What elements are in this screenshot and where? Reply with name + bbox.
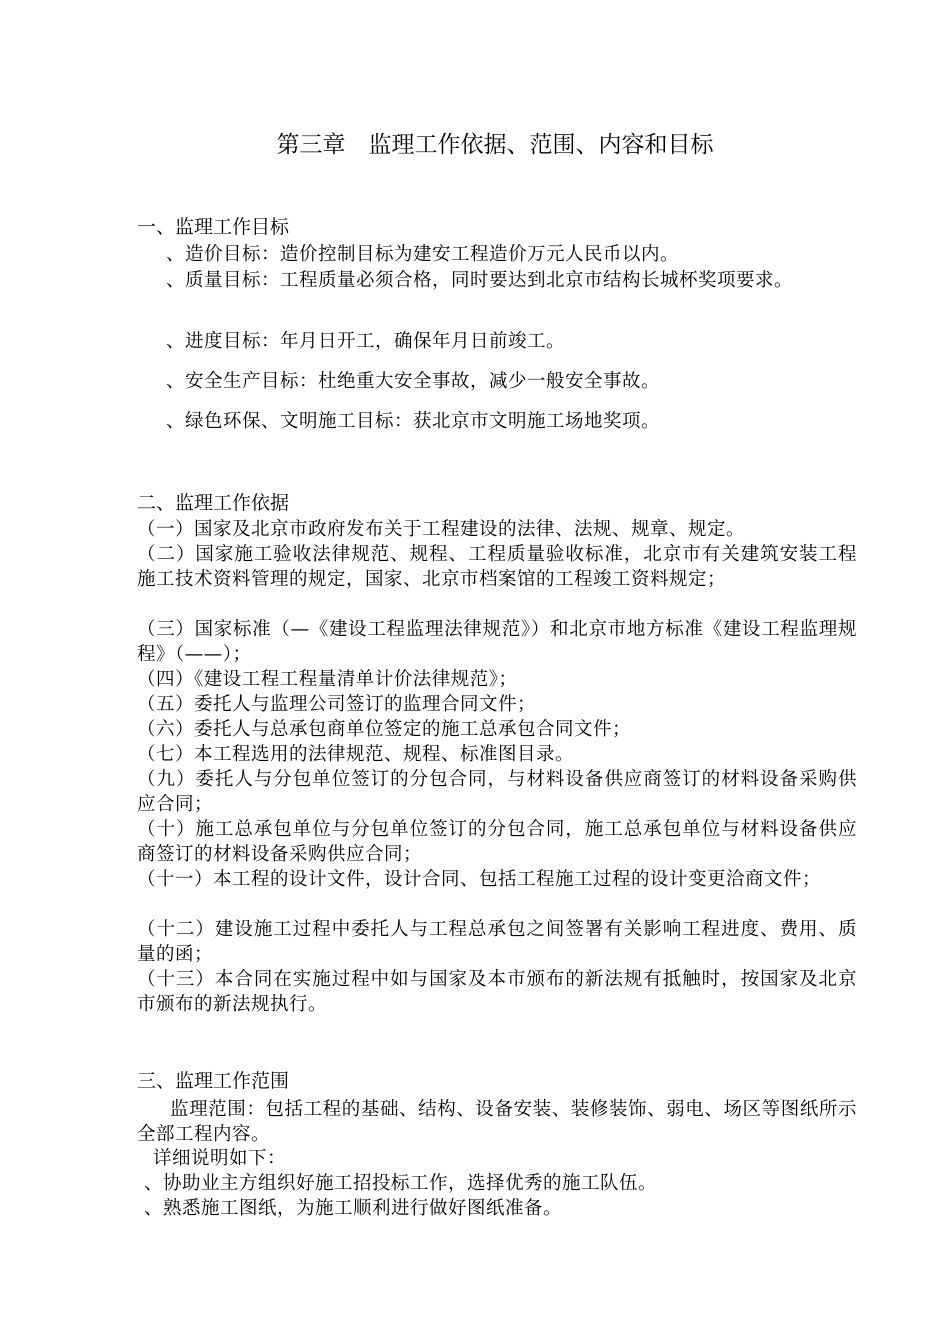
section-heading-goals: 一、监理工作目标	[137, 216, 290, 238]
scope-item-2: 、熟悉施工图纸，为施工顺利进行做好图纸准备。	[144, 1198, 563, 1219]
basis-item-2: （二）国家施工验收法律规范、规程、工程质量验收标准，北京市有关建筑安装工程施工技术资料管理的规定，国家、北京市档案馆的工程竣工资料规定；	[137, 544, 857, 590]
section-heading-scope: 三、监理工作范围	[137, 1070, 290, 1092]
goal-item-schedule: 、进度目标：年月日开工，确保年月日前竣工。	[166, 331, 566, 352]
goal-item-safety: 、安全生产目标：杜绝重大安全事故，减少一般安全事故。	[166, 371, 661, 392]
basis-item-6: （六）委托人与总承包商单位签定的施工总承包合同文件；	[137, 719, 632, 740]
basis-item-7: （七）本工程选用的法律规范、规程、标准图目录。	[137, 744, 575, 765]
basis-item-3: （三）国家标准（—《建设工程监理法律规范》）和北京市地方标准《建设工程监理规程》（——）；	[137, 619, 857, 665]
basis-item-12: （十二）建设施工过程中委托人与工程总承包之间签署有关影响工程进度、费用、质量的函；	[137, 919, 857, 965]
section-heading-basis: 二、监理工作依据	[137, 492, 290, 514]
basis-item-1: （一）国家及北京市政府发布关于工程建设的法律、法规、规章、规定。	[137, 519, 746, 540]
basis-item-9: （九）委托人与分包单位签订的分包合同，与材料设备供应商签订的材料设备采购供应合同；	[137, 769, 857, 815]
scope-item-1: 、协助业主方组织好施工招投标工作，选择优秀的施工队伍。	[144, 1173, 658, 1194]
basis-item-5: （五）委托人与监理公司签订的监理合同文件；	[137, 694, 537, 715]
chapter-title: 第三章 监理工作依据、范围、内容和目标	[276, 132, 714, 158]
basis-item-4: （四）《建设工程工程量清单计价法律规范》；	[137, 669, 518, 690]
goal-item-quality: 、质量目标：工程质量必须合格，同时要达到北京市结构长城杯奖项要求。	[166, 270, 794, 291]
basis-item-10: （十）施工总承包单位与分包单位签订的分包合同，施工总承包单位与材料设备供应商签订的材料设备采购供应合同；	[137, 819, 857, 865]
basis-item-11: （十一）本工程的设计文件，设计合同、包括工程施工过程的设计变更洽商文件；	[137, 869, 822, 890]
goal-item-cost: 、造价目标：造价控制目标为建安工程造价万元人民币以内。	[166, 244, 680, 265]
scope-text: 监理范围：包括工程的基础、结构、设备安装、装修装饰、弱电、场区等图纸所示全部工程内容。	[137, 1099, 857, 1145]
basis-item-13: （十三）本合同在实施过程中如与国家及本市颁布的新法规有抵触时，按国家及北京市颁布的新法规执行。	[137, 969, 857, 1015]
goal-item-green: 、绿色环保、文明施工目标：获北京市文明施工场地奖项。	[166, 411, 661, 432]
detail-intro: 详细说明如下：	[153, 1148, 287, 1169]
